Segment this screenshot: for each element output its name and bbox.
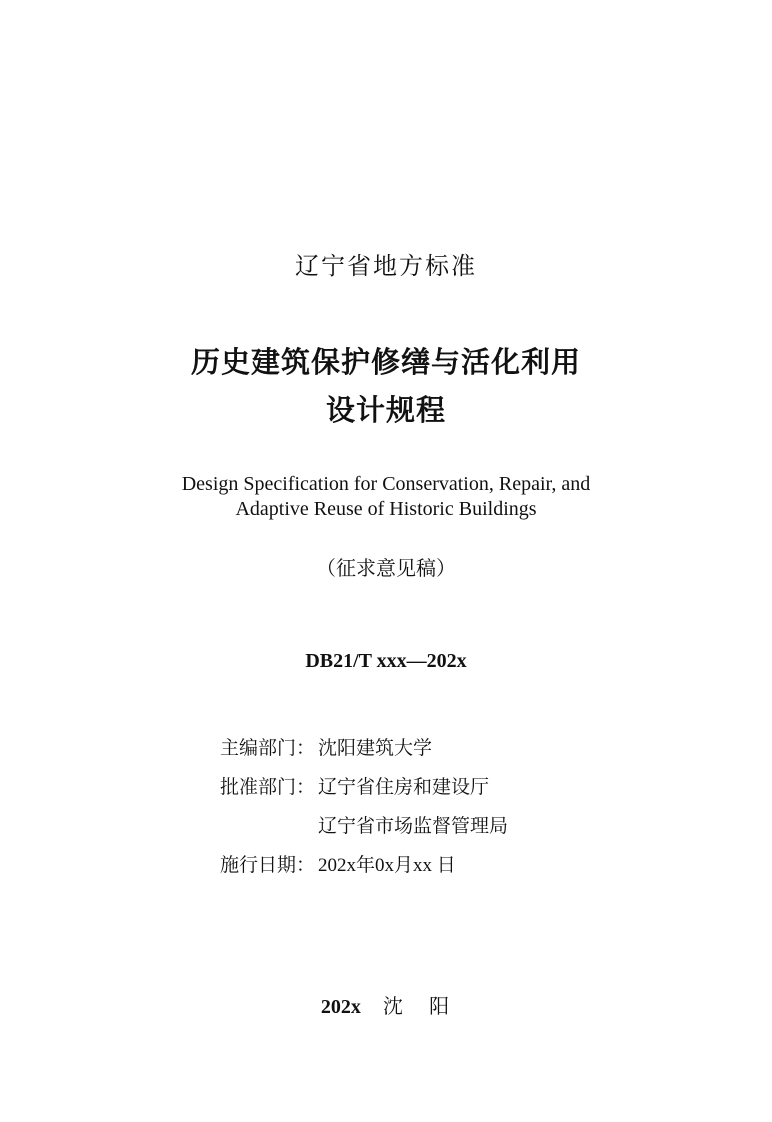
effective-date-row xyxy=(220,853,508,892)
english-title-line-2: Adaptive Reuse of Historic Buildings xyxy=(235,498,537,520)
approver-value-1: 辽宁省住房和建设厅 xyxy=(318,777,490,798)
chinese-title-line-2: 设计规程 xyxy=(325,393,446,427)
approver-row-2 xyxy=(220,814,508,853)
footer-city: 沈 阳 xyxy=(382,994,460,1018)
standard-type-heading: 辽宁省地方标准 xyxy=(295,252,477,280)
editor-label: 主编部门： xyxy=(220,738,316,759)
chinese-title xyxy=(0,338,772,434)
english-title-line-1: Design Specification for Conservation, Repair, and xyxy=(181,473,591,495)
effective-date-label: 施行日期： xyxy=(220,855,316,876)
footer-year: 202x xyxy=(320,996,361,1018)
chinese-title-line-1: 历史建筑保护修缮与活化利用 xyxy=(190,345,581,379)
approver-value-2: 辽宁省市场监督管理局 xyxy=(318,816,509,837)
publication-info xyxy=(220,736,508,892)
approver-row xyxy=(220,775,508,814)
standard-number: DB21/T xxx—202x xyxy=(305,650,467,672)
footer-imprint xyxy=(0,990,772,1019)
english-title xyxy=(0,472,772,522)
approver-label: 批准部门： xyxy=(220,777,316,798)
effective-date-value: 202x年0x月xx 日 xyxy=(318,855,456,876)
editor-row xyxy=(220,736,508,775)
editor-value: 沈阳建筑大学 xyxy=(318,738,433,759)
draft-status: （征求意见稿） xyxy=(316,556,456,580)
